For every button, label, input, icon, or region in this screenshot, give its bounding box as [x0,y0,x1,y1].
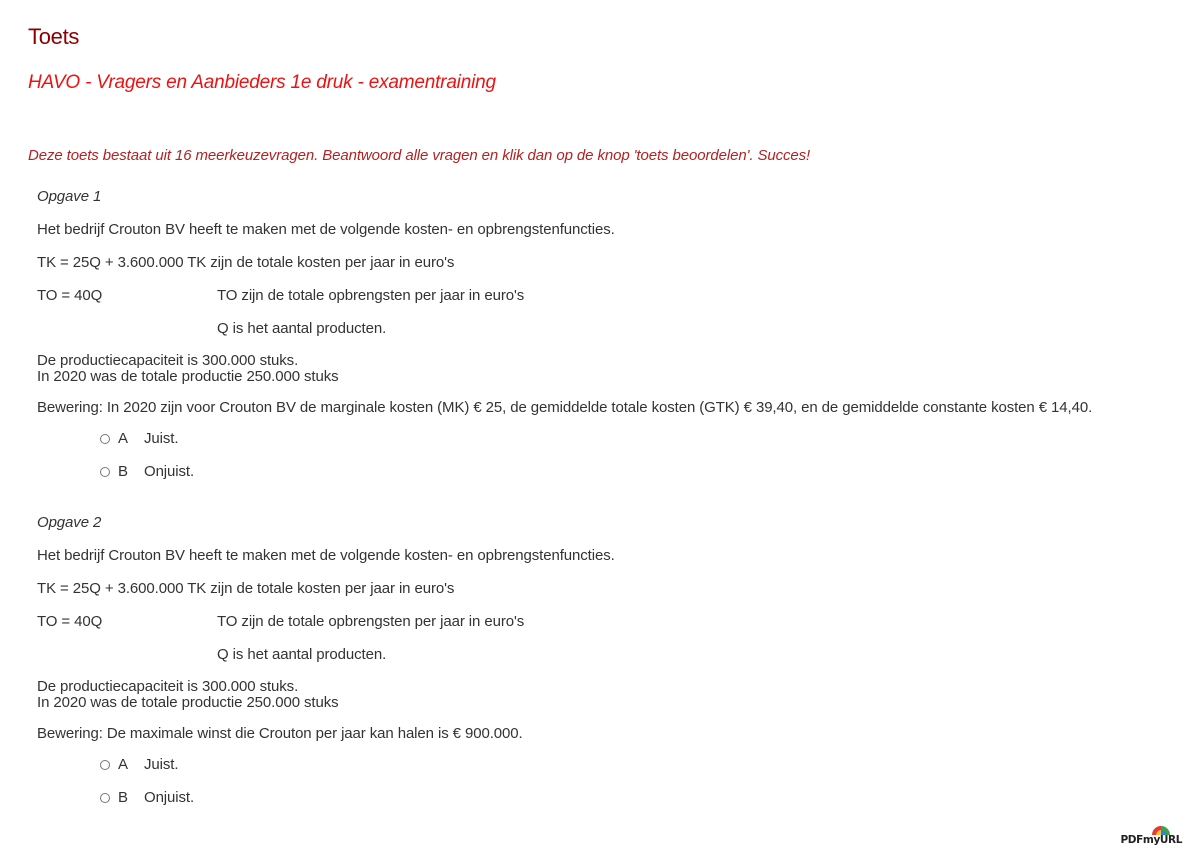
radio-button[interactable] [100,793,110,803]
question-heading: Opgave 2 [37,514,102,531]
option-text: Juist. [144,430,179,447]
question-2 [37,514,1137,822]
to-description: TO zijn de totale opbrengsten per jaar in euro's [217,613,525,630]
pdfmyurl-logo[interactable] [1112,822,1182,846]
option-a[interactable] [100,430,1137,463]
option-text: Onjuist. [144,789,195,806]
question-1 [37,188,1137,496]
option-letter: B [118,463,128,480]
q-description: Q is het aantal producten. [217,320,387,337]
option-a[interactable] [100,756,1137,789]
question-heading: Opgave 1 [37,188,102,205]
capacity-text: De productiecapaciteit is 300.000 stuks. [37,352,299,369]
q-description-row [37,320,1137,353]
to-description: TO zijn de totale opbrengsten per jaar in euro's [217,287,525,304]
production-info [37,353,1137,385]
option-letter: A [118,756,128,773]
tk-function: TK = 25Q + 3.600.000 TK zijn de totale kosten per jaar in euro's [37,580,455,597]
option-letter: A [118,430,128,447]
test-instructions: Deze toets bestaat uit 16 meerkeuzevragen. Beantwoord alle vragen en klik dan op de knop 'toets beoordelen'. Succes! [28,147,811,164]
q-description: Q is het aantal producten. [217,646,387,663]
page-title: Toets [28,24,80,49]
to-formula: TO = 40Q [37,287,103,304]
radio-button[interactable] [100,434,110,444]
claim-text: Bewering: De maximale winst die Crouton per jaar kan halen is € 900.000. [37,725,523,742]
to-function-row [37,613,1137,646]
tk-function: TK = 25Q + 3.600.000 TK zijn de totale kosten per jaar in euro's [37,254,455,271]
q-description-row [37,646,1137,679]
option-letter: B [118,789,128,806]
option-text: Onjuist. [144,463,195,480]
production-text: In 2020 was de totale productie 250.000 stuks [37,694,339,711]
test-subtitle: HAVO - Vragers en Aanbieders 1e druk - examentraining [28,72,496,93]
production-text: In 2020 was de totale productie 250.000 stuks [37,368,339,385]
to-function-row [37,287,1137,320]
radio-button[interactable] [100,467,110,477]
logo-text: PDFmyURL [1120,834,1182,846]
production-info [37,679,1137,711]
option-b[interactable] [100,789,1137,822]
option-b[interactable] [100,463,1137,496]
to-formula: TO = 40Q [37,613,103,630]
claim-text: Bewering: In 2020 zijn voor Crouton BV de marginale kosten (MK) € 25, de gemiddelde totale kosten (GTK) € 39,40, en de gemiddelde constante kosten € 14,40. [37,399,1093,416]
question-intro: Het bedrijf Crouton BV heeft te maken met de volgende kosten- en opbrengstenfuncties. [37,547,615,564]
radio-button[interactable] [100,760,110,770]
question-intro: Het bedrijf Crouton BV heeft te maken met de volgende kosten- en opbrengstenfuncties. [37,221,615,238]
option-text: Juist. [144,756,179,773]
capacity-text: De productiecapaciteit is 300.000 stuks. [37,678,299,695]
